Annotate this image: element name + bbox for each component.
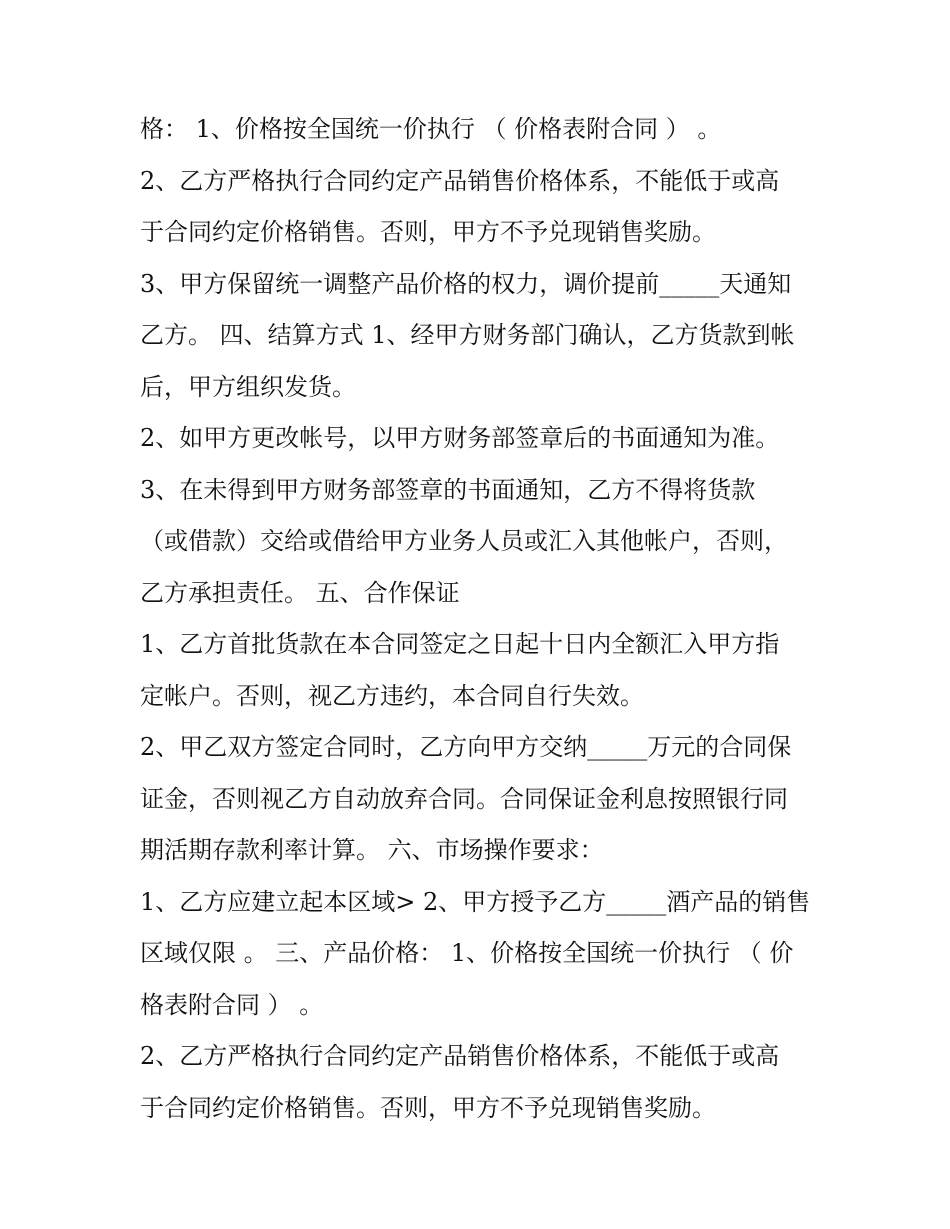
text-line: 期活期存款利率计算。 六、市场操作要求： xyxy=(140,836,604,864)
text-line: 定帐户。否则，视乙方违约，本合同自行失效。 xyxy=(140,681,644,710)
text-line: 格表附合同 ） 。 xyxy=(140,990,324,1019)
text-line: 区域仅限 。 三、产品价格： 1、价格按全国统一价执行 （ 价 xyxy=(140,939,794,967)
text-line: 乙方。 四、结算方式 1、经甲方财务部门确认，乙方货款到帐 xyxy=(140,321,795,349)
text-line: 于合同约定价格销售。否则，甲方不予兑现销售奖励。 xyxy=(140,1093,716,1122)
text-line: 3、甲方保留统一调整产品价格的权力，调价提前_____天通知 xyxy=(140,269,792,298)
text-line: 2、乙方严格执行合同约定产品销售价格体系，不能低于或高 xyxy=(140,166,780,195)
text-line: 格： 1、价格按全国统一价执行 （ 价格表附合同 ） 。 xyxy=(140,115,722,143)
text-line: 证金，否则视乙方自动放弃合同。合同保证金利息按照银行同 xyxy=(140,784,788,813)
text-line: 1、乙方应建立起本区域> 2、甲方授予乙方_____酒产品的销售 xyxy=(140,887,811,916)
text-line: 3、在未得到甲方财务部签章的书面通知，乙方不得将货款 xyxy=(140,475,756,504)
text-line: （或借款）交给或借给甲方业务人员或汇入其他帐户，否则， xyxy=(140,527,788,555)
text-line: 1、乙方首批货款在本合同签定之日起十日内全额汇入甲方指 xyxy=(140,630,780,658)
text-line: 后，甲方组织发货。 xyxy=(140,372,356,401)
text-line: 2、如甲方更改帐号，以甲方财务部签章后的书面通知为准。 xyxy=(140,424,780,452)
document-body xyxy=(140,104,820,1134)
text-line: 于合同约定价格销售。否则，甲方不予兑现销售奖励。 xyxy=(140,218,716,246)
text-line: 2、乙方严格执行合同约定产品销售价格体系，不能低于或高 xyxy=(140,1042,780,1070)
text-line: 乙方承担责任。 五、合作保证 xyxy=(140,578,460,607)
text-line: 2、甲乙双方签定合同时，乙方向甲方交纳_____万元的合同保 xyxy=(140,733,792,761)
